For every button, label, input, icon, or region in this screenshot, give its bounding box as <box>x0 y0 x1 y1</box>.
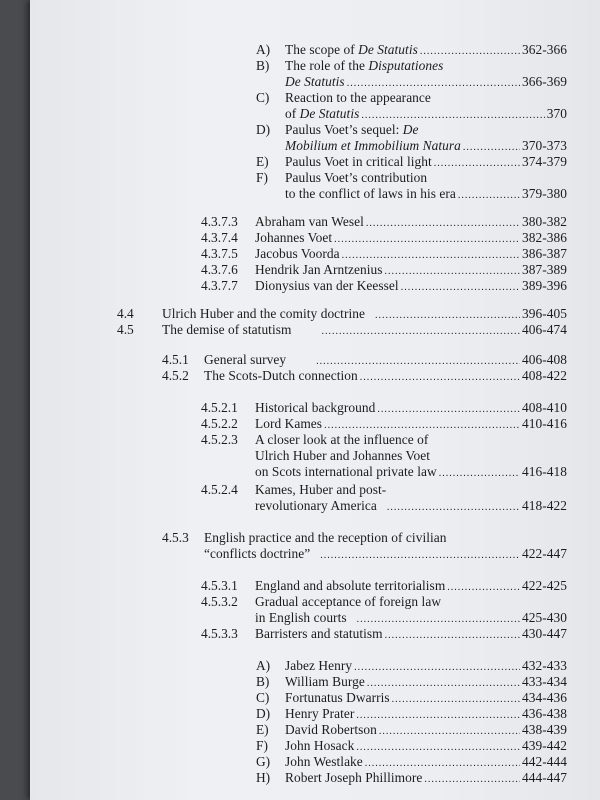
toc-entry: on Scots international private law ..... 416-418 <box>255 464 567 482</box>
toc-letter: C) <box>256 90 270 105</box>
toc-entry-line: Kames, Huber and post- <box>255 482 387 497</box>
toc-letter: B) <box>256 674 270 689</box>
toc-entry: General survey ..... 406-408 <box>204 352 567 370</box>
toc-entry-line: The role of the Disputationes <box>285 58 444 73</box>
toc-entry: England and absolute territorialism ..... 422-425 <box>255 578 567 596</box>
toc-entry: The scope of De Statutis ..... 362-366 <box>285 42 567 60</box>
toc-entry: Henry Prater ..... 436-438 <box>285 706 567 724</box>
toc-number: 4.5.3 <box>162 530 189 545</box>
toc-letter: H) <box>256 770 271 785</box>
toc-letter: E) <box>256 722 269 737</box>
toc-letter: D) <box>256 122 271 137</box>
toc-number: 4.5.3.3 <box>201 626 238 641</box>
toc-letter: G) <box>256 754 271 769</box>
toc-entry: Jacobus Voorda ..... 386-387 <box>255 246 567 264</box>
toc-entry: of De Statutis ..... 370 <box>285 106 567 124</box>
toc-number: 4.5.2 <box>162 368 189 383</box>
toc-entry: “conflicts doctrine” ..... 422-447 <box>204 546 567 564</box>
toc-entry: The demise of statutism ..... 406-474 <box>162 322 567 340</box>
toc-entry: Johannes Voet ..... 382-386 <box>255 230 567 248</box>
toc-letter: D) <box>256 706 271 721</box>
toc-number: 4.5 <box>117 322 134 337</box>
toc-entry: Dionysius van der Keessel ..... 389-396 <box>255 278 567 296</box>
toc-number: 4.5.2.2 <box>201 416 238 431</box>
toc-number: 4.5.3.2 <box>201 594 238 609</box>
toc-entry: Historical background ..... 408-410 <box>255 400 567 418</box>
toc-entry-line: Paulus Voet’s contribution <box>285 170 428 185</box>
toc-letter: B) <box>256 58 270 73</box>
toc-entry: to the conflict of laws in his era ..... 379-380 <box>285 186 567 204</box>
toc-number: 4.3.7.6 <box>201 262 238 277</box>
toc-letter: A) <box>256 658 271 673</box>
toc-entry: Robert Joseph Phillimore ..... 444-447 <box>285 770 567 788</box>
toc-entry-line: Reaction to the appearance <box>285 90 431 105</box>
toc-number: 4.5.1 <box>162 352 189 367</box>
toc-entry: Paulus Voet in critical light ..... 374-379 <box>285 154 567 172</box>
toc-entry: De Statutis ..... 366-369 <box>285 74 567 92</box>
toc-letter: E) <box>256 154 269 169</box>
toc-entry: Ulrich Huber and the comity doctrine ..... 396-405 <box>162 306 567 324</box>
toc-entry: Lord Kames ..... 410-416 <box>255 416 567 434</box>
toc-entry: The Scots-Dutch connection ..... 408-422 <box>204 368 567 386</box>
toc-letter: A) <box>256 42 271 57</box>
toc-number: 4.5.2.3 <box>201 432 238 447</box>
toc-entry-line: Paulus Voet’s sequel: De <box>285 122 419 137</box>
toc-entry: Abraham van Wesel ..... 380-382 <box>255 214 567 232</box>
toc-entry-line: Gradual acceptance of foreign law <box>255 594 442 609</box>
toc-entry: David Robertson ..... 438-439 <box>285 722 567 740</box>
toc-letter: C) <box>256 690 270 705</box>
toc-entry: John Westlake ..... 442-444 <box>285 754 567 772</box>
toc-entry: Jabez Henry ..... 432-433 <box>285 658 567 676</box>
toc-number: 4.5.3.1 <box>201 578 238 593</box>
toc-entry: Hendrik Jan Arntzenius ..... 387-389 <box>255 262 567 280</box>
toc-number: 4.5.2.1 <box>201 400 238 415</box>
toc-entry-line: English practice and the reception of civilian <box>204 530 447 545</box>
toc-entry: Mobilium et Immobilium Natura ..... 370-373 <box>285 138 567 156</box>
toc-entry: William Burge ..... 433-434 <box>285 674 567 692</box>
toc-number: 4.3.7.3 <box>201 214 238 229</box>
toc-number: 4.3.7.5 <box>201 246 238 261</box>
toc-entry-line: Ulrich Huber and Johannes Voet <box>255 448 431 463</box>
toc-number: 4.5.2.4 <box>201 482 238 497</box>
toc-letter: F) <box>256 738 268 753</box>
toc-entry-line: A closer look at the influence of <box>255 432 429 447</box>
book-page <box>30 0 600 800</box>
toc-letter: F) <box>256 170 268 185</box>
toc-entry: Barristers and statutism ..... 430-447 <box>255 626 567 644</box>
toc-number: 4.4 <box>117 306 134 321</box>
toc-entry: revolutionary America ..... 418-422 <box>255 498 567 516</box>
toc-entry: Fortunatus Dwarris ..... 434-436 <box>285 690 567 708</box>
toc-number: 4.3.7.7 <box>201 278 238 293</box>
toc-entry: John Hosack ..... 439-442 <box>285 738 567 756</box>
toc-entry: in English courts ..... 425-430 <box>255 610 567 628</box>
toc-number: 4.3.7.4 <box>201 230 238 245</box>
